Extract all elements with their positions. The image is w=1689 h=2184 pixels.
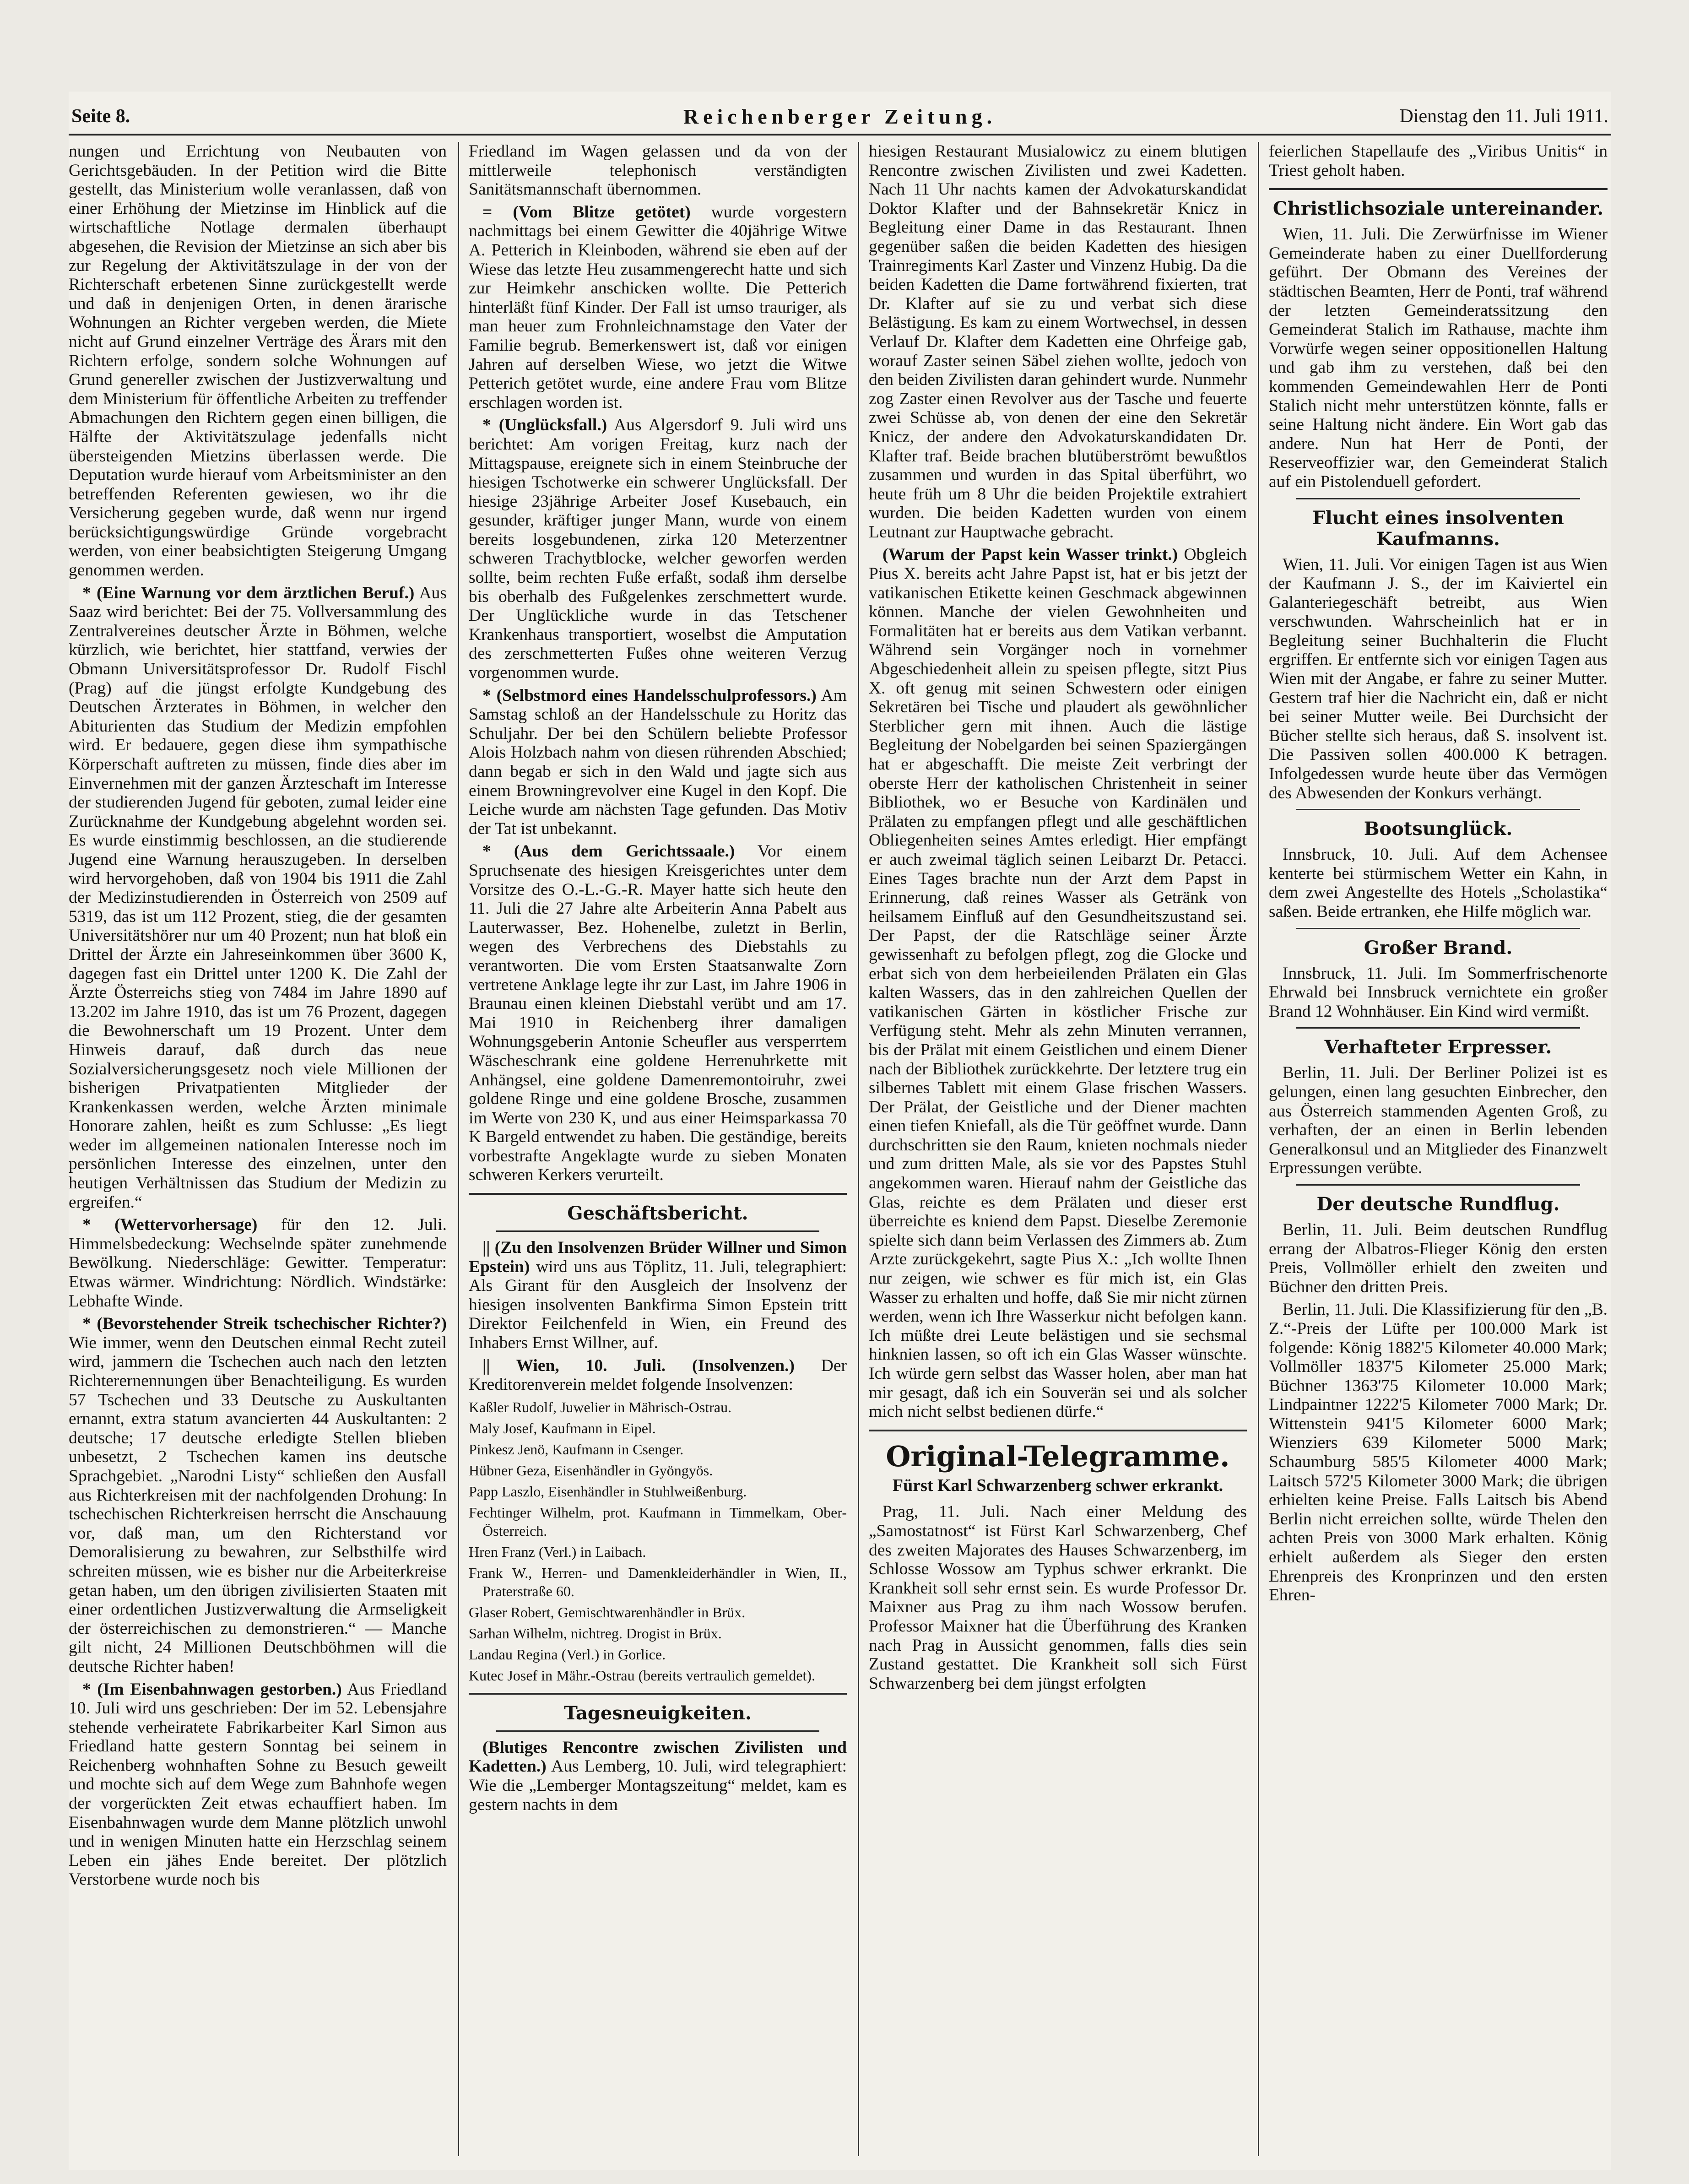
article-divider (1296, 809, 1580, 810)
article-body: Wie immer, wenn den Deutschen einmal Recht zuteil wird, jammern die Tschechen auch nach den letzten Richterernennungen über Benachteiligung. Es wurden 57 Tschechen und 33 Deutsche zu Auskultanten ernannt, extra statum avancierten 44 Auskultanten: 2 deutsche; 17 deutsche erledigte Stellen blieben unbesetzt, 2 Tschechen kamen ins deutsche Sprachgebiet. „Narodni Listy“ schließen den Ausfall aus Richterkreisen mit der nachfolgenden Drohung: In tschechischen Richterkreisen herrscht die Anschauung vor, daß man, um den Richterstand vor Demoralisierung zu bewahren, zur Selbsthilfe wird schreiten müssen, wie es bisher nur die Arbeiterkreise getan haben, um den übrigen zivilisierten Staaten mit einer ordentlichen Justizverwaltung die Armseligkeit der österreichischen zu demonstrieren.“ — Manche gilt nicht, 24 Millionen Deutschböhmen will die deutsche Richter haben! (69, 1333, 447, 1676)
section-heading-news: Tagesneuigkeiten. (564, 1702, 752, 1724)
article-continuation: feierlichen Stapellaufe des „Viribus Unitis“ in Triest geholt haben. (1269, 142, 1608, 180)
list-item: Sarhan Wilhelm, nichtreg. Drogist in Brüx. (469, 1625, 722, 1642)
article-kicker: * (Aus dem Gerichtssaale.) (482, 842, 735, 861)
article-rencontre (469, 1738, 847, 1814)
headline: Der deutsche Rundflug. (1316, 1193, 1560, 1215)
list-item: Hübner Geza, Eisenhändler in Gyöngyös. (469, 1462, 713, 1479)
article-weather (69, 1215, 447, 1311)
list-item: Pinkesz Jenö, Kaufmann in Csenger. (469, 1441, 684, 1458)
article-insolvencies-vienna (469, 1356, 847, 1394)
article-kicker: * (Wettervorhersage) (82, 1215, 258, 1235)
article-divider (1296, 498, 1580, 499)
section-divider (869, 1430, 1247, 1431)
headline: Verhafteter Erpresser. (1324, 1036, 1552, 1058)
column-1 (69, 142, 447, 2156)
column-rule (458, 142, 459, 2156)
heading-rule (496, 1230, 819, 1232)
article-body: Wien, 11. Juli. Vor einigen Tagen ist aus Wien der Kaufmann J. S., der im Kaiviertel ein Galanteriegeschäft betreibt, aus Wien verschwunden. Wahrscheinlich hat er in Begleitung seiner Buchhalterin die Flucht ergriffen. Er entfernte sich vor einigen Tagen aus Wien mit der Angabe, er fahre zu seiner Mutter. Gestern traf hier die Nachricht ein, daß er nicht bei seiner Mutter weile. Bei Durchsicht der Bücher stellte sich heraus, daß S. insolvent ist. Die Passiven sollen 400.000 K betragen. Infolgedessen wurde heute über das Vermögen des Abwesenden der Konkurs verhängt. (1269, 555, 1608, 802)
page-number: Seite 8. (71, 106, 130, 127)
article-kicker: || (Zu den Insolvenzen Brüder Willner und Simon Epstein) (469, 1238, 847, 1276)
list-item: Papp Laszlo, Eisenhändler in Stuhlweißenburg. (469, 1483, 747, 1500)
article-kicker: * (Unglücksfall.) (482, 416, 607, 435)
article-kicker: * (Selbstmord eines Handelsschulprofessors.) (482, 686, 817, 705)
article-kicker: = (Vom Blitze getötet) (482, 202, 691, 222)
running-head (69, 102, 1611, 135)
section-divider (1269, 188, 1608, 190)
article-died-in-train (69, 1680, 447, 1890)
article-schwarzenberg: Prag, 11. Juli. Nach einer Meldung des „Samostatnost“ ist Fürst Karl Schwarzenberg, Chef des zweiten Majorates des Hauses Schwarzenberg, im Schlosse Wossow am Typhus schwer erkrankt. Die Krankheit soll sehr ernst sein. Es wurde Professor Dr. Maixner aus Prag zu ihm nach Wossow berufen. Professor Maixner hat die Überführung des Kranken nach Prag in Aussicht genommen, falls dies sein Zustand gestattet. Die Krankheit soll sich Fürst Schwarzenberg bei dem jüngst erfolgten (869, 1502, 1247, 1693)
column-3 (869, 142, 1247, 2156)
article-body: Wien, 11. Juli. Die Zerwürfnisse im Wiener Gemeinderate haben zu einer Duellforderung geführt. Der Obmann des Vereines der städtischen Beamten, Herr de Ponti, traf während der letzten Gemeinderatssitzung den Gemeinderat Stalich im Rathause, machte ihm Vorwürfe wegen seiner oppositionellen Haltung und gab ihm zu verstehen, daß bei den kommenden Gemeindewahlen Herr de Ponti Stalich nicht mehr unterstützen könnte, falls er seine Haltung nicht ändere. Ein Wort gab das andere. Nun hat Herr de Ponti, der Reserveoffizier war, den Gemeinderat Stalich auf ein Pistolenduell gefordert. (1269, 225, 1608, 491)
list-item: Landau Regina (Verl.) in Gorlice. (469, 1646, 666, 1663)
article-body: Vor einem Spruchsenate des hiesigen Kreisgerichtes unter dem Vorsitze des O.-L.-G.-R. Mayer hatte sich heute den 11. Juli die 27 Jahre alte Arbeiterin Anna Pabelt aus Lauterwasser, Bez. Hohenelbe, zuletzt in Berlin, wegen des Verbrechens des Diebstahls zu verantworten. Die vom Ersten Staatsanwalte Zorn vertretene Anklage legte ihr zur Last, im Jahre 1906 in Braunau einen kleinen Diebstahl verübt und am 17. Mai 1910 in Reichenberg ihrer damaligen Wohnungsgeberin Antonie Scheufler aus versperrtem Wäscheschrank eine goldene Herrenuhrkette mit Anhängsel, eine goldene Damenremontoiruhr, zwei goldene Ringe und eine goldene Brosche, zusammen im Werte von 230 K, und aus einer Heimsparkassa 70 K Bargeld entwendet zu haben. Die geständige, bereits vorbestrafte Angeklagte wurde zu sieben Monaten schweren Kerkers verurteilt. (469, 842, 847, 1185)
article-lightning (469, 203, 847, 412)
list-item: Kaßler Rudolf, Juwelier in Mährisch-Ostrau. (469, 1398, 732, 1415)
article-body: Berlin, 11. Juli. Der Berliner Polizei ist es gelungen, einen lang gesuchten Einbrecher, den aus Österreich stammenden Agenten Groß, zu verhaften, der an einen in Berlin lebenden Generalkonsul und an Mitglieder des Finanzwelt Erpressungen verübte. (1269, 1063, 1608, 1178)
article-body: Aus Lemberg, 10. Juli, wird telegraphiert: Wie die „Lemberger Montagszeitung“ meldet, kam es gestern nachts in dem (469, 1757, 847, 1814)
article-suicide-professor (469, 686, 847, 839)
newspaper-title: Reichenberger Zeitung. (683, 105, 997, 128)
headline: Christlichsoziale untereinander. (1272, 198, 1604, 220)
article-body: Obgleich Pius X. bereits acht Jahre Papst ist, hat er bis jetzt der vatikanischen Etikette keinen Geschmack abgewinnen können. Manche der vielen Gewohnheiten und Formalitäten hat er bereits aus dem Vatikan verbannt. Während sein Vorgänger noch in vornehmer Abgeschiedenheit allein zu speisen pflegte, sitzt Pius X. oft genug mit seinen Schwestern oder einigen Sekretären bei Tische und plaudert als gewöhnlicher Sterblicher gern mit ihnen. Auch die lästige Begleitung der Nobelgarden bei seinen Spaziergängen hat er abgeschafft. Die meiste Zeit verbringt der oberste Herr der katholischen Christenheit in seiner Bibliothek, wo er Besuche von Kardinälen und Prälaten zu empfangen pflegt und alle geschäftlichen Obliegenheiten seines Amtes erledigt. Hier empfängt er auch zweimal täglich seinen Leibarzt Dr. Petacci. Eines Tages brachte nun der Arzt dem Papst in Erinnerung, daß reines Wasser als Getränk von heilsamem Einfluß auf den Gesundheitszustand sei. Der Papst, der die Ratschläge seiner Ärzte gewissenhaft zu befolgen pflegt, zog die Glocke und erbat sich von dem herbeieilenden Prälaten ein Glas kalten Wassers, das in den zahlreichen Quellen der vatikanischen Gärten in köstlicher Frische zur Verfügung steht. Mehr als zehn Minuten verrannen, bis der Prälat mit einem Geistlichen und einem Diener nach der Bibliothek zurückkehrte. Der letztere trug ein silbernes Tablett mit einem Glase frischen Wassers. Der Prälat, der Geistliche und der Diener machten einen tiefen Kniefall, als die Tür geöffnet wurde. Dann durchschritten sie den Raum, knieten nochmals nieder und zum dritten Male, als sie vor des Papstes Stuhl angekommen waren. Hierauf nahm der Geistliche das Glas, reichte es dem Prälaten und dieser erst überreichte es kniend dem Papst. Dieselbe Zeremonie spielte sich dann beim Verlassen des Zimmers ab. Zum Arzte zurückgekehrt, sagte Pius X.: „Ich wollte Ihnen nur zeigen, wie schwer es für mich ist, ein Glas Wasser zu erhalten und hoffe, daß Sie mir nicht zürnen werden, wenn ich Ihre Wasserkur nicht befolgen kann. Ich müßte drei Leute belästigen und sie sechsmal hinknien lassen, so oft ich ein Glas Wasser wünschte. Ich würde gern selbst das Wasser holen, aber man hat mir gesagt, daß ich ein Souverän sei und als solcher mich nicht selbst bedienen dürfe.“ (869, 545, 1247, 1421)
column-rule (1258, 142, 1259, 2156)
article-accident (469, 416, 847, 682)
article-body: wird uns aus Töplitz, 11. Juli, telegraphiert: Als Girant für den Ausgleich der Insolvenz der hiesigen insolventen Bankfirma Simon Epstein tritt Direktor Feilchenfeld in Wien, ein Freund des Inhabers Ernst Willner, auf. (469, 1257, 847, 1353)
section-heading-business: Geschäftsbericht. (567, 1203, 748, 1225)
article-body: Der Kreditorenverein meldet folgende Insolvenzen: (469, 1356, 847, 1394)
article-body: Aus Saaz wird berichtet: Bei der 75. Vollversammlung des Zentralvereines deutscher Ärzte in Böhmen, welche kürzlich, wie berichtet, hier stattfand, verwies der Obmann Universitätsprofessor Dr. Rudolf Fischl (Prag) auf die jüngst erfolgte Kundgebung des Deutschen Ärzterates in Böhmen, in welcher den Abiturienten das Studium der Medizin empfohlen wird. Er bedauere, gegen diese ihm sympathische Körperschaft auftreten zu müssen, finde dies aber im Einvernehmen mit der ganzen Ärzteschaft im Interesse der studierenden Jugend für geboten, zumal leider eine Zurücknahme der Kundgebung abgelehnt worden sei. Es wurde einstimmig beschlossen, an die studierende Jugend eine Warnung herauszugeben. In derselben wird hervorgehoben, daß von 1904 bis 1911 die Zahl der Medizinstudierenden in Österreich von 2509 auf 5319, das ist um 112 Prozent, stieg, die der gesamten Universitätshörer nur um 40 Prozent; nun hat bloß ein Drittel der Ärzte ein Jahreseinkommen über 3600 K, dagegen fast ein Drittel unter 1200 K. Die Zahl der Ärzte Österreichs stieg von 7484 im Jahre 1890 auf 13.202 im Jahre 1910, das ist um 76 Prozent, dagegen die Bewohnerschaft um 19 Prozent. Unter dem Hinweis darauf, daß durch das neue Sozialversicherungsgesetz noch viele Millionen der bisherigen Privatpatienten Mitglieder der Krankenkassen werden, welche Ärzten minimale Honorare zahlen, heißt es zum Schlusse: „Es liegt weder im allgemeinen nationalen Interesse noch im persönlichen Interesse des einzelnen, unter den heutigen Verhältnissen das Studium der Medizin zu ergreifen.“ (69, 583, 447, 1212)
article-body: Innsbruck, 11. Juli. Im Sommerfrischenorte Ehrwald bei Innsbruck vernichtete ein großer Brand 12 Wohnhäuser. Ein Kind wird vermißt. (1269, 964, 1608, 1021)
list-item: Frank W., Herren- und Damenkleiderhändler in Wien, II., Praterstraße 60. (469, 1564, 847, 1599)
article-continuation: hiesigen Restaurant Musialowicz zu einem blutigen Rencontre zwischen Zivilisten und zwei Kadetten. Nach 11 Uhr nachts kamen der Advokaturskandidat Doktor Klafter und der Bahnsekretär Knicz in Begleitung einer Dame in das Restaurant. Ihnen gegenüber saßen die beiden Kadetten des hiesigen Trainregiments Karl Zaster und Vinzenz Hubig. Da die beiden Kadetten die Dame fortwährend fixierten, trat Dr. Klafter auf sie zu und verbat sich diese Belästigung. Es kam zu einem Wortwechsel, in dessen Verlauf Dr. Klafter dem Kadetten eine Ohrfeige gab, worauf Zaster seinen Säbel ziehen wollte, jedoch von den beiden Zivilisten daran gehindert wurde. Nunmehr zog Zaster einen Revolver aus der Tasche und feuerte zwei Schüsse ab, von denen der eine den Sekretär Knicz, der andere den Advokaturskandidaten Dr. Klafter traf. Beide brachen blutüberströmt bewußtlos zusammen und wurden in das Spital überführt, wo heute früh um 8 Uhr die beiden Projektile extrahiert wurden. Die beiden Kadetten wurden von einem Leutnant zur Hauptwache gebracht. (869, 142, 1247, 542)
section-divider (469, 1693, 847, 1695)
article-body: wurde vorgestern nachmittags bei einem Gewitter die 40jährige Witwe A. Petterich in Kleinboden, während sie eben auf der Wiese das letzte Heu zusammengerecht hatte und sich zur Heimkehr anschicken wollte. Die Petterich hinterläßt fünf Kinder. Der Fall ist umso trauriger, als man heuer zum Frohnleichnamstage den Vater der Familie begrub. Bemerkenswert ist, daß vor einigen Jahren auf derselben Wiese, wo jetzt die Witwe Petterich getötet wurde, eine andere Frau vom Blitze erschlagen worden ist. (469, 202, 847, 412)
article-body: Aus Friedland 10. Juli wird uns geschrieben: Der im 52. Lebensjahre stehende verheiratete Fabrikarbeiter Karl Simon aus Friedland hatte gestern Sonntag bei seinem in Reichenberg wohnhaften Sohne zu Besuch geweilt und mochte sich auf dem Wege zum Bahnhofe wegen der vorgerückten Zeit etwas echauffiert haben. Im Eisenbahnwagen wurde dem Manne plötzlich unwohl und in wenigen Minuten hatte ein Herzschlag seinem Leben ein jähes Ende bereitet. Der plötzlich Verstorbene wurde noch bis (69, 1680, 447, 1889)
column-4 (1269, 142, 1608, 2156)
newspaper-page (69, 92, 1611, 2170)
article-body: Am Samstag schloß an der Handelsschule zu Horitz das Schuljahr. Der bei den Schülern beliebte Professor Alois Holzbach nahm von diesen rührenden Abschied; dann begab er sich in den Wald und jagte sich aus einem Browningrevolver eine Kugel in den Kopf. Die Leiche wurde am nächsten Tage gefunden. Das Motiv der Tat ist unbekannt. (469, 686, 847, 838)
insolvency-list (469, 1398, 847, 1685)
heading-rule (496, 1730, 819, 1732)
article-continuation: nungen und Errichtung von Neubauten von Gerichtsgebäuden. In der Petition wird die Bitte gestellt, das Ministerium wolle veranlassen, daß von einer Erhöhung der Mietzinse im Hinblick auf die wirtschaftliche Notlage dermalen überhaupt abgesehen, die Revision der Mietzinse an sich aber bis zur Regelung der Aktivitätszulage in der von der Richterschaft erbetenen Sinne zurückgestellt werde und daß in denjenigen Orten, in denen ärarische Wohnungen an Richter vergeben werden, die Miete nicht auf Grund einzelner Verträge des Ärars mit den Richtern erfolge, sondern solche Wohnungen auf Grund genereller zwischen der Justizverwaltung und dem Ministerium für öffentliche Arbeiten zu treffender Abmachungen den Richtern gegen einen billigen, die Hälfte der Aktivitätszulage jedenfalls nicht übersteigenden Mietzins überlassen werde. Die Deputation wurde hierauf vom Arbeitsminister an den betreffenden Referenten gewiesen, wo ihr die Versicherung gegeben wurde, daß wenn nur irgend berücksichtigungswürdige Gründe vorgebracht werden, von einer beabsichtigten Steigerung Umgang genommen werden. (69, 142, 447, 580)
article-divider (1296, 928, 1580, 929)
section-heading-telegrams: Original-Telegramme. (886, 1439, 1230, 1473)
issue-date: Dienstag den 11. Juli 1911. (1399, 106, 1608, 127)
list-item: Hren Franz (Verl.) in Laibach. (469, 1543, 646, 1560)
article-kicker: * (Bevorstehender Streik tschechischer Richter?) (82, 1314, 447, 1333)
article-body: Innsbruck, 10. Juli. Auf dem Achensee kenterte bei stürmischem Wetter ein Kahn, in dem zwei Angestellte des Hotels „Scholastika“ saßen. Beide ertranken, ehe Hilfe möglich war. (1269, 845, 1608, 921)
headline: Bootsunglück. (1364, 818, 1513, 840)
list-item: Maly Josef, Kaufmann in Eipel. (469, 1420, 656, 1436)
article-body: für den 12. Juli. Himmelsbedeckung: Wechselnde später zunehmende Bewölkung. Niederschläge: Gewitter. Temperatur: Etwas wärmer. Windrichtung: Nördlich. Windstärke: Lebhafte Winde. (69, 1215, 447, 1311)
article-divider (1296, 1184, 1580, 1186)
list-item: Glaser Robert, Gemischtwarenhändler in Brüx. (469, 1604, 746, 1620)
article-body: Berlin, 11. Juli. Beim deutschen Rundflug errang der Albatros-Flieger König den ersten Preis, Vollmöller erhielt den zweiten und Büchner den dritten Preis. (1269, 1220, 1608, 1296)
list-item: Kutec Josef in Mähr.-Ostrau (bereits vertraulich gemeldet). (469, 1667, 816, 1684)
article-divider (1296, 1027, 1580, 1029)
article-judges-strike (69, 1314, 447, 1676)
telegram-subheading: Fürst Karl Schwarzenberg schwer erkrankt. (892, 1475, 1223, 1495)
section-divider (469, 1193, 847, 1195)
article-continuation: Friedland im Wagen gelassen und da von der mittlerweile telephonisch verständigten Sanitätsmannschaft übernommen. (469, 142, 847, 199)
article-body: Berlin, 11. Juli. Die Klassifizierung für den „B. Z.“-Preis der Lüfte per 100.000 Mark ist folgende: König 1882'5 Kilometer 40.000 Mark; Vollmöller 1837'5 Kilometer 25.000 Mark; Büchner 1363'75 Kilometer 10.000 Mark; Lindpaintner 1222'5 Kilometer 7000 Mark; Dr. Wittenstein 941'5 Kilometer 6000 Mark; Wienziers 639 Kilometer 5000 Mark; Schaumburg 585'5 Kilometer 4000 Mark; Laitsch 572'5 Kilometer 3000 Mark; die übrigen erhielten keine Preise. Falls Laitsch bis Abend Berlin nicht erreichen sollte, würde Thelen den achten Preis von 3000 Mark erhalten. König erhielt außerdem als Sieger den ersten Ehrenpreis des Kronprinzen und den ersten Ehren- (1269, 1300, 1608, 1605)
headline: Flucht eines insolventen Kaufmanns. (1312, 507, 1564, 550)
article-kicker: * (Eine Warnung vor dem ärztlichen Beruf.) (82, 583, 415, 602)
list-item: Fechtinger Wilhelm, prot. Kaufmann in Timmelkam, Ober-Österreich. (469, 1504, 847, 1539)
article-kicker: || Wien, 10. Juli. (Insolvenzen.) (482, 1356, 795, 1375)
headline: Großer Brand. (1364, 937, 1513, 959)
article-warning-medicine (69, 584, 447, 1212)
column-2 (469, 142, 847, 2156)
article-kicker: (Warum der Papst kein Wasser trinkt.) (882, 545, 1178, 564)
article-insolvency-epstein (469, 1238, 847, 1353)
article-pope-water (869, 545, 1247, 1421)
article-kicker: * (Im Eisenbahnwagen gestorben.) (82, 1680, 342, 1699)
article-court (469, 842, 847, 1185)
column-rule (858, 142, 859, 2156)
article-body: Aus Algersdorf 9. Juli wird uns berichtet: Am vorigen Freitag, kurz nach der Mittagspause, ereignete sich in einem Steinbruche der hiesigen Tschotwerke ein schwerer Unglücksfall. Der hiesige 23jährige Arbeiter Josef Kusebauch, ein gesunder, kräftiger junger Mann, wurde von einem bereits losgebundenen, zirka 120 Meterzentner schweren Trachytblocke, welcher geworfen werden sollte, beim rechten Fuße erfaßt, sodaß ihm derselbe bis oberhalb des Fußgelenkes zerschmettert wurde. Der Unglückliche wurde in das Tetschener Krankenhaus transportiert, woselbst die Amputation des zerschmetterten Fußes ohne weiteren Verzug vorgenommen wurde. (469, 416, 847, 683)
article-kicker: (Blutiges Rencontre zwischen Zivilisten und Kadetten.) (469, 1738, 847, 1776)
